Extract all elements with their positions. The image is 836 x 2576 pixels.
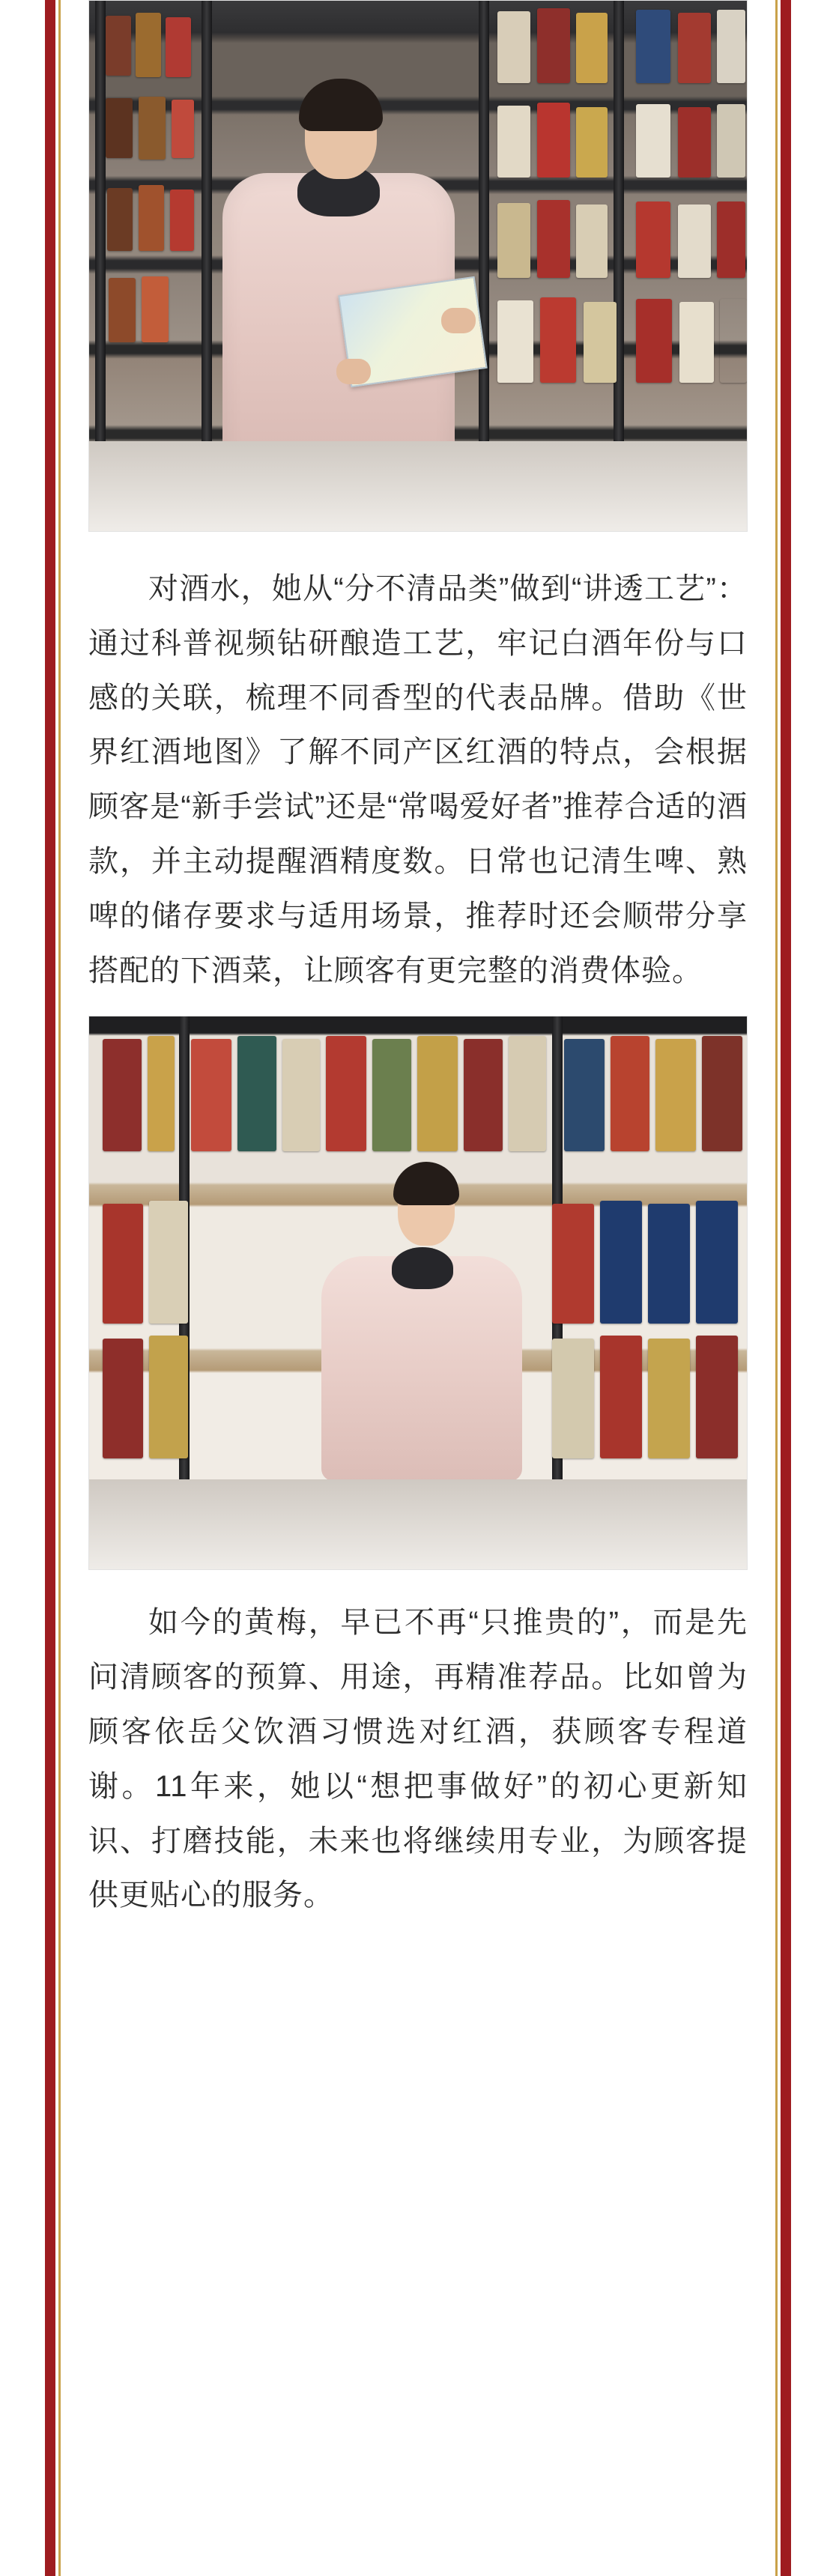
bottle [139,97,166,160]
staff-hand [441,308,476,333]
bottle [678,107,711,178]
bottle [584,302,617,383]
bottle [717,10,745,83]
bottle [678,204,711,278]
liquor-box [237,1036,276,1151]
liquor-box [611,1036,649,1151]
staff-collar [392,1247,453,1289]
bottle [497,203,530,278]
bottle [106,98,133,158]
bottle [576,107,608,178]
bottle [679,302,714,383]
bottle [717,104,745,178]
liquor-box [103,1039,142,1151]
bottle [139,185,164,251]
staff-coat [321,1256,522,1481]
bottle [678,13,711,83]
bottle [170,190,194,251]
bottle [142,276,169,342]
bottle [636,201,670,278]
bottle [537,8,570,83]
liquor-box [149,1201,188,1324]
store-floor [89,441,747,531]
liquor-box [648,1204,690,1324]
bottle [720,299,747,383]
staff-hand [336,359,371,384]
liquor-box [552,1204,594,1324]
decorative-frame-right-accent [775,0,778,2576]
bottle [717,201,745,278]
staff-portrait-photo [88,1016,748,1570]
liquor-box [103,1204,143,1324]
bottle [636,10,670,83]
paragraph-two: 如今的黄梅，早已不再“只推贵的”，而是先问清顾客的预算、用途，再精准荐品。比如曾为顾客依岳父饮酒习惯选对红酒，获顾客专程道谢。11年来，她以“想把事做好”的初心更新知识、打磨技能，未来也将继续用专业，为顾客提供更贴心的服务。 [88,1606,748,1912]
decorative-frame-left [45,0,55,2576]
bottle [537,200,570,278]
staff-hair [299,79,383,131]
liquor-box [149,1336,188,1458]
liquor-box [564,1039,605,1151]
decorative-frame-right [781,0,791,2576]
liquor-box [655,1039,696,1151]
store-aisle-photo [88,0,748,532]
bottle [106,16,131,76]
bottle [172,100,194,158]
liquor-box [696,1336,738,1458]
staff-member-reading [216,61,464,480]
liquor-box [103,1339,143,1458]
bottle [107,188,133,251]
liquor-box [191,1039,231,1151]
bottle [136,13,161,77]
bottle [636,104,670,178]
liquor-box [600,1336,642,1458]
liquor-box [148,1036,175,1151]
bottle [537,103,570,178]
liquor-box [648,1339,690,1458]
paragraph-one: 对酒水，她从“分不清品类”做到“讲透工艺”：通过科普视频钻研酿造工艺，牢记白酒年份与口感的关联，梳理不同香型的代表品牌。借助《世界红酒地图》了解不同产区红酒的特点，会根据顾客是“新手尝试”还是“常喝爱好者”推荐合适的酒款，并主动提醒酒精度数。日常也记清生啤、熟啤的储存要求与适用场景，推荐时还会顺带分享搭配的下酒菜，让顾客有更完整的消费体验。 [88,572,748,987]
bottle [576,13,608,83]
bottle [109,278,136,342]
store-floor [89,1479,747,1569]
bottle [497,300,533,383]
liquor-box [600,1201,642,1324]
bottle [497,106,530,178]
decorative-frame-left-accent [58,0,61,2576]
staff-hair [393,1162,459,1205]
bottle [576,204,608,278]
bottle [166,17,191,77]
liquor-box [552,1339,594,1458]
bottle [497,11,530,83]
bottle [540,297,576,383]
bottle [636,299,672,383]
article-content [88,0,748,1968]
liquor-box [702,1036,742,1151]
liquor-box [696,1201,738,1324]
